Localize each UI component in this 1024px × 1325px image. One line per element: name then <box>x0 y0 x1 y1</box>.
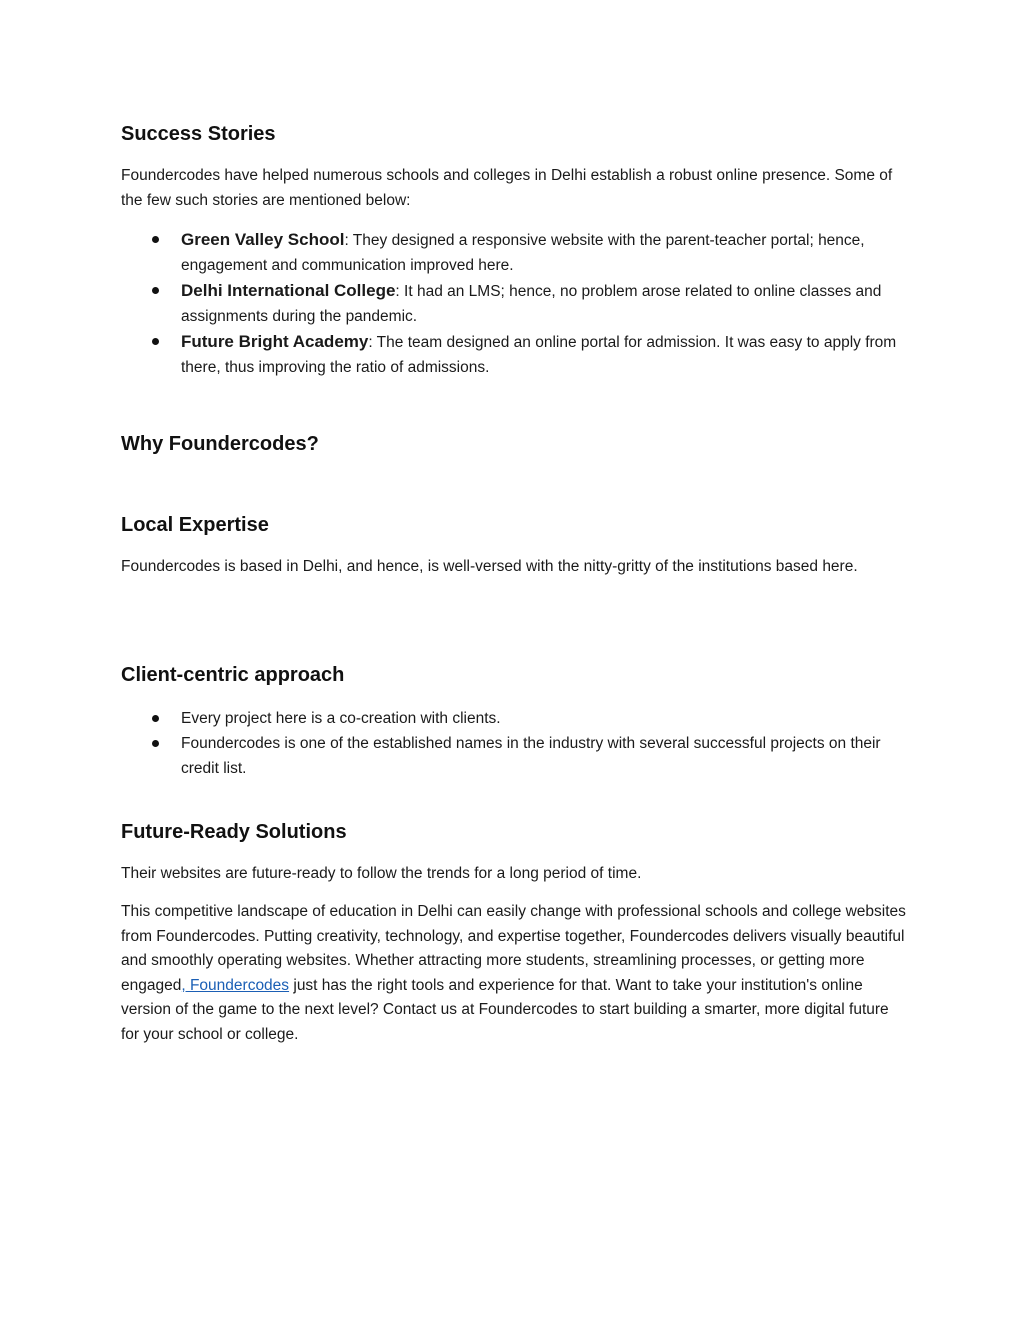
story-text: : The team designed an online portal for admission. It was easy to apply from there, thus improving the ratio of admissions. <box>181 334 897 376</box>
client-centric-list <box>121 706 906 781</box>
client-centric-heading: Client-centric approach <box>121 664 345 686</box>
bullet-icon <box>152 236 159 243</box>
future-ready-heading: Future-Ready Solutions <box>121 821 347 843</box>
success-stories-intro: Foundercodes have helped numerous schools and colleges in Delhi establish a robust online presence. Some of the few such stories are mentioned below: <box>121 167 893 209</box>
school-name: Green Valley School <box>181 230 345 249</box>
story-text: : It had an LMS; hence, no problem arose related to online classes and assignments during the pandemic. <box>181 283 882 325</box>
closing-text-start: This competitive landscape of education in Delhi can easily change with professional schools and college websites from Foundercodes. Putting creativity, technology, and expertise together, Foundercodes delivers visually beautiful and smoothly operating websites. Whether attracting more students, streamlining processes, or getting more engaged <box>121 903 906 994</box>
bullet-icon <box>152 740 159 747</box>
list-item <box>121 706 906 731</box>
bullet-icon <box>152 287 159 294</box>
list-item <box>121 278 906 329</box>
future-ready-text: Their websites are future-ready to follow the trends for a long period of time. <box>121 865 642 882</box>
list-item-text: Foundercodes is one of the established names in the industry with several successful projects on their credit list. <box>181 735 881 777</box>
bullet-icon <box>152 715 159 722</box>
success-stories-list <box>121 227 906 380</box>
why-foundercodes-heading: Why Foundercodes? <box>121 433 319 455</box>
bullet-icon <box>152 338 159 345</box>
success-stories-heading: Success Stories <box>121 123 276 145</box>
local-expertise-heading: Local Expertise <box>121 514 269 536</box>
list-item <box>121 731 906 781</box>
school-name: Delhi International College <box>181 281 396 300</box>
foundercodes-link[interactable]: , Foundercodes <box>181 976 290 994</box>
list-item <box>121 227 906 278</box>
closing-text-end: just has the right tools and experience for that. Want to take your institution's online version of the game to the next level? Contact us at Foundercodes to start building a smarter, more digital future for your school or college. <box>121 976 889 1043</box>
list-item-text: Every project here is a co-creation with clients. <box>181 710 501 727</box>
story-text: : They designed a responsive website with the parent-teacher portal; hence, engagement and communication improved here. <box>181 232 865 274</box>
list-item <box>121 329 906 380</box>
local-expertise-text: Foundercodes is based in Delhi, and hence, is well-versed with the nitty-gritty of the institutions based here. <box>121 558 858 575</box>
school-name: Future Bright Academy <box>181 332 369 351</box>
closing-paragraph <box>121 900 906 1047</box>
